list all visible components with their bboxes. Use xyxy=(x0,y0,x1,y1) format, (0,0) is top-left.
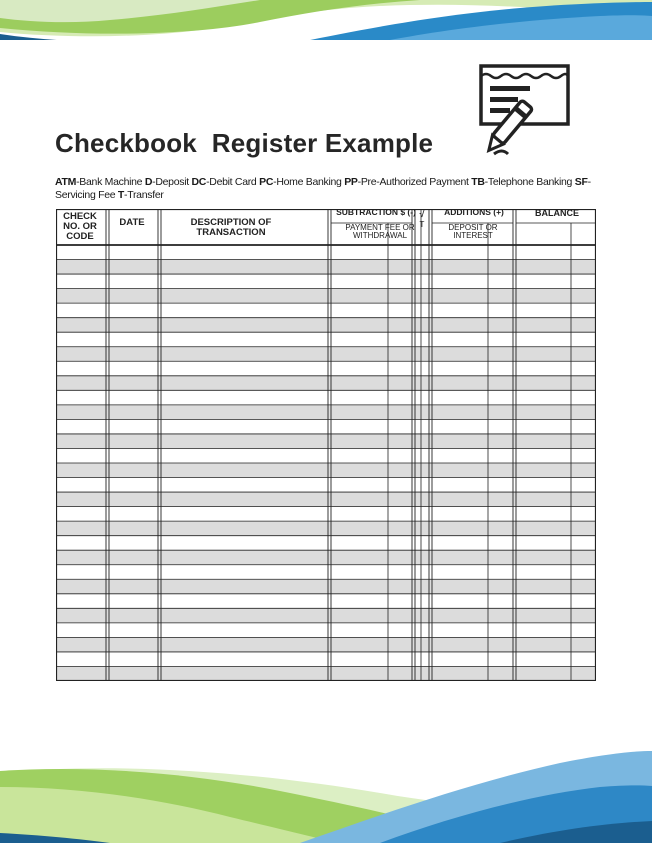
checkbook-register-table xyxy=(56,209,596,681)
table-row xyxy=(56,478,596,493)
legend-code: ATM xyxy=(55,176,77,188)
legend-desc: Pre-Authorized Payment xyxy=(360,176,469,188)
legend-code: PP xyxy=(344,176,358,188)
table-row xyxy=(56,637,596,652)
legend-desc: Home Banking xyxy=(276,176,342,188)
legend-code: DC xyxy=(191,176,207,188)
table-row xyxy=(56,318,596,333)
legend-code: PC xyxy=(259,176,274,188)
header-wave-decoration xyxy=(0,0,652,42)
table-row xyxy=(56,260,596,275)
legend-desc: Bank Machine xyxy=(79,176,143,188)
header-payment: PAYMENT FEE OR WITHDRAWAL xyxy=(345,223,415,240)
table-row xyxy=(56,550,596,565)
table-row xyxy=(56,390,596,405)
register-grid xyxy=(56,209,596,681)
table-row xyxy=(56,332,596,347)
table-row xyxy=(56,405,596,420)
header-description: DESCRIPTION OF TRANSACTION xyxy=(190,217,272,238)
legend-code: TB xyxy=(471,176,485,188)
header-date: DATE xyxy=(119,217,145,228)
table-row xyxy=(56,492,596,507)
table-row xyxy=(56,507,596,522)
table-row xyxy=(56,434,596,449)
page-title: Checkbook Register Example xyxy=(55,128,434,158)
table-row xyxy=(56,666,596,681)
table-row xyxy=(56,521,596,536)
legend-desc: Debit Card xyxy=(209,176,257,188)
header-deposit: DEPOSIT OR INTEREST xyxy=(448,223,498,240)
table-row xyxy=(56,419,596,434)
header-check-mark: √ xyxy=(419,209,425,219)
table-row xyxy=(56,463,596,478)
table-row xyxy=(56,376,596,391)
table-row xyxy=(56,594,596,609)
legend-desc: Servicing Fee xyxy=(55,189,116,201)
header-additions: ADDITIONS (+) xyxy=(444,207,504,217)
legend-code: D xyxy=(144,176,153,188)
table-row xyxy=(56,536,596,551)
table-row xyxy=(56,289,596,304)
header-check-no: CHECK NO. OR CODE xyxy=(63,211,97,242)
transaction-code-legend: ATM-Bank Machine D-Deposit DC-Debit Card PC-Home Banking PP-Pre-Authorized Payment TB-Telephone Banking SF-Servicing Fee T-Transfer xyxy=(55,176,591,201)
table-row xyxy=(56,245,596,260)
legend-desc: Deposit xyxy=(155,176,189,188)
legend-code: T xyxy=(117,189,125,201)
legend-code: SF xyxy=(574,176,588,188)
legend-desc: Transfer xyxy=(127,189,164,201)
header-t-mark: T xyxy=(419,220,425,229)
table-row xyxy=(56,608,596,623)
table-row xyxy=(56,274,596,289)
table-row xyxy=(56,448,596,463)
legend-desc: Telephone Banking xyxy=(487,176,573,188)
table-row xyxy=(56,579,596,594)
table-row xyxy=(56,565,596,580)
table-row xyxy=(56,361,596,376)
footer-wave-decoration xyxy=(0,743,652,843)
table-row xyxy=(56,652,596,667)
header-balance: BALANCE xyxy=(535,208,579,218)
table-row xyxy=(56,623,596,638)
check-signing-icon xyxy=(478,62,573,160)
table-row xyxy=(56,303,596,318)
header-subtraction: SUBTRACTION $ (-) xyxy=(336,207,416,217)
table-row xyxy=(56,347,596,362)
